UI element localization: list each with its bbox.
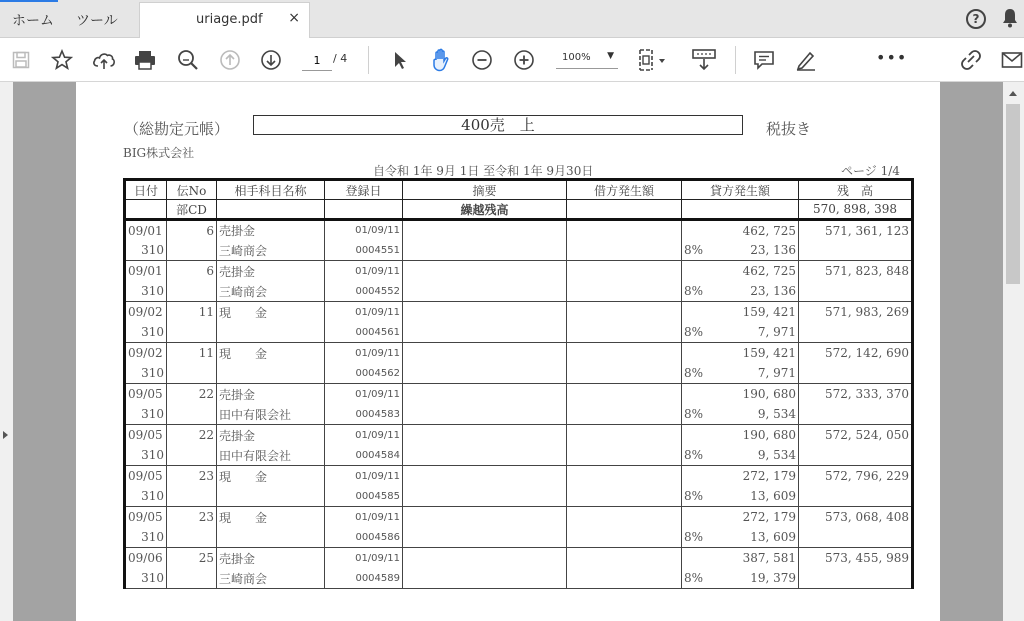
header-balance: 残 高 [799, 180, 913, 200]
entry-debit [567, 486, 682, 507]
table-row [125, 507, 913, 528]
hand-icon[interactable] [428, 47, 454, 73]
entry-credit: 190, 680 [682, 425, 799, 446]
entry-account: 売掛金 [217, 425, 325, 446]
account-title: 400売 上 [253, 115, 743, 135]
ledger-title: （総勘定元帳） [124, 120, 230, 138]
tab-document-label: uriage.pdf [196, 12, 263, 27]
entry-reg-date: 01/09/11 [325, 220, 403, 241]
entry-date: 09/05 [125, 466, 167, 487]
entry-reg-date: 01/09/11 [325, 548, 403, 569]
table-row [125, 568, 913, 589]
table-row [125, 548, 913, 569]
entry-balance: 571, 983, 269 [799, 302, 913, 323]
zoom-search-icon[interactable] [175, 47, 201, 73]
print-icon[interactable] [132, 47, 158, 73]
entry-debit [567, 568, 682, 589]
entry-partner [217, 322, 325, 343]
entry-balance-blank [799, 527, 913, 548]
entry-summary [403, 404, 567, 425]
entry-summary [403, 302, 567, 323]
entry-tax-rate: 8% [684, 243, 704, 257]
entry-balance-blank [799, 445, 913, 466]
entry-account: 売掛金 [217, 220, 325, 241]
header-reg-date: 登録日 [325, 180, 403, 200]
table-row [125, 466, 913, 487]
entry-tax-rate: 8% [684, 448, 704, 462]
carry-forward-row [125, 200, 913, 220]
entry-account: 売掛金 [217, 261, 325, 282]
entry-reg-date: 01/09/11 [325, 343, 403, 364]
entry-date: 09/02 [125, 302, 167, 323]
entry-dept: 310 [125, 486, 167, 507]
table-row [125, 445, 913, 466]
entry-account: 現 金 [217, 466, 325, 487]
table-row [125, 240, 913, 261]
entry-tax-cell [682, 568, 799, 589]
entry-slip-no: 11 [167, 302, 217, 323]
fit-page-icon[interactable] [636, 47, 670, 73]
entry-reg-no: 0004561 [325, 322, 403, 343]
header-counter-account: 相手科目名称 [217, 180, 325, 200]
entry-date: 09/01 [125, 220, 167, 241]
entry-slip-no: 22 [167, 425, 217, 446]
save-icon[interactable] [8, 47, 34, 73]
entry-debit [567, 548, 682, 569]
table-row [125, 404, 913, 425]
table-row [125, 261, 913, 282]
help-icon[interactable]: ? [966, 9, 986, 29]
entry-debit [567, 281, 682, 302]
sign-pen-icon[interactable] [793, 47, 819, 73]
entry-slip-no: 25 [167, 548, 217, 569]
entry-dept: 310 [125, 568, 167, 589]
page-number-input[interactable] [302, 50, 332, 71]
close-icon[interactable]: × [288, 10, 300, 26]
table-row [125, 425, 913, 446]
entry-blank [167, 363, 217, 384]
entry-tax-cell [682, 404, 799, 425]
entry-tax-rate: 8% [684, 366, 704, 380]
entry-tax-cell [682, 486, 799, 507]
entry-dept: 310 [125, 281, 167, 302]
entry-credit: 272, 179 [682, 507, 799, 528]
header-date: 日付 [125, 180, 167, 200]
more-options-icon[interactable]: ••• [876, 48, 908, 67]
entry-reg-date: 01/09/11 [325, 466, 403, 487]
toolbar-divider [368, 46, 369, 74]
entry-debit [567, 220, 682, 241]
entry-summary [403, 363, 567, 384]
entry-partner [217, 486, 325, 507]
entry-reg-date: 01/09/11 [325, 425, 403, 446]
entry-balance: 572, 142, 690 [799, 343, 913, 364]
pdf-page [76, 82, 940, 621]
entry-dept: 310 [125, 404, 167, 425]
page-total: / 4 [333, 52, 348, 65]
entry-credit: 462, 725 [682, 220, 799, 241]
toolbar-divider [735, 46, 736, 74]
carry-forward-label: 繰越残高 [403, 200, 567, 220]
header-dept: 部CD [167, 200, 217, 220]
entry-reg-date: 01/09/11 [325, 507, 403, 528]
entry-reg-no: 0004589 [325, 568, 403, 589]
tab-document[interactable] [139, 2, 310, 38]
entry-dept: 310 [125, 240, 167, 261]
entry-balance: 572, 524, 050 [799, 425, 913, 446]
chevron-down-icon: ▼ [607, 51, 614, 61]
entry-slip-no: 6 [167, 220, 217, 241]
entry-tax-rate: 8% [684, 407, 704, 421]
header-summary: 摘要 [403, 180, 567, 200]
header-credit: 貸方発生額 [682, 180, 799, 200]
entry-slip-no: 23 [167, 466, 217, 487]
entry-debit [567, 240, 682, 261]
entry-debit [567, 507, 682, 528]
entry-account: 現 金 [217, 343, 325, 364]
entry-tax-cell [682, 240, 799, 261]
entry-partner: 三崎商会 [217, 240, 325, 261]
entry-reg-date: 01/09/11 [325, 261, 403, 282]
entry-debit [567, 425, 682, 446]
entry-reg-no: 0004583 [325, 404, 403, 425]
entry-tax-rate: 8% [684, 325, 704, 339]
entry-blank [167, 486, 217, 507]
entry-tax-amount: 23, 136 [750, 243, 796, 257]
entry-summary [403, 527, 567, 548]
entry-summary [403, 384, 567, 405]
entry-blank [167, 281, 217, 302]
entry-debit [567, 527, 682, 548]
entry-balance: 572, 796, 229 [799, 466, 913, 487]
table-row [125, 343, 913, 364]
entry-date: 09/05 [125, 507, 167, 528]
entry-account: 売掛金 [217, 548, 325, 569]
entry-reg-no: 0004585 [325, 486, 403, 507]
entry-credit: 272, 179 [682, 466, 799, 487]
scrollbar-thumb[interactable] [1006, 104, 1020, 284]
entry-date: 09/05 [125, 425, 167, 446]
bell-icon[interactable] [1002, 8, 1018, 32]
table-row [125, 220, 913, 241]
entry-tax-amount: 13, 609 [750, 489, 796, 503]
zoom-out-icon[interactable] [469, 47, 495, 73]
entry-debit [567, 261, 682, 282]
entry-partner [217, 363, 325, 384]
entry-summary [403, 261, 567, 282]
table-row [125, 281, 913, 302]
entry-tax-rate: 8% [684, 489, 704, 503]
entry-summary [403, 240, 567, 261]
entry-tax-amount: 9, 534 [757, 448, 796, 462]
tab-home[interactable]: ホーム [12, 13, 54, 29]
entry-date: 09/06 [125, 548, 167, 569]
entry-reg-no: 0004551 [325, 240, 403, 261]
upload-cloud-icon[interactable] [91, 47, 117, 73]
comment-icon[interactable] [751, 47, 777, 73]
entry-tax-amount: 19, 379 [750, 571, 796, 585]
document-viewport[interactable] [0, 82, 1024, 621]
entry-debit [567, 363, 682, 384]
table-row [125, 322, 913, 343]
entry-dept: 310 [125, 445, 167, 466]
entry-blank [167, 445, 217, 466]
entry-partner: 三崎商会 [217, 281, 325, 302]
entry-slip-no: 6 [167, 261, 217, 282]
entry-balance-blank [799, 240, 913, 261]
entry-summary [403, 507, 567, 528]
entry-summary [403, 322, 567, 343]
entry-blank [167, 568, 217, 589]
entry-debit [567, 322, 682, 343]
entry-summary [403, 466, 567, 487]
zoom-value: 100% [562, 52, 591, 63]
entry-partner: 三崎商会 [217, 568, 325, 589]
entry-account: 現 金 [217, 507, 325, 528]
entry-credit: 159, 421 [682, 343, 799, 364]
entry-debit [567, 404, 682, 425]
entry-tax-cell [682, 363, 799, 384]
tab-bar [0, 0, 1024, 38]
entry-dept: 310 [125, 363, 167, 384]
entry-reg-date: 01/09/11 [325, 384, 403, 405]
table-row [125, 363, 913, 384]
entry-summary [403, 486, 567, 507]
tab-tools[interactable]: ツール [76, 13, 118, 29]
entry-balance: 573, 455, 989 [799, 548, 913, 569]
entry-reg-no: 0004584 [325, 445, 403, 466]
ledger-table [123, 178, 914, 589]
entry-slip-no: 22 [167, 384, 217, 405]
entry-tax-cell [682, 445, 799, 466]
entry-dept: 310 [125, 322, 167, 343]
entry-tax-rate: 8% [684, 530, 704, 544]
entry-summary [403, 445, 567, 466]
page-label: ページ 1/4 [841, 164, 900, 178]
entry-summary [403, 281, 567, 302]
period: 自令和 1年 9月 1日 至令和 1年 9月30日 [373, 164, 594, 178]
table-header-row [125, 180, 913, 200]
entry-blank [167, 527, 217, 548]
entry-partner [217, 527, 325, 548]
entry-summary [403, 220, 567, 241]
entry-debit [567, 302, 682, 323]
scroll-mode-icon[interactable] [690, 47, 718, 73]
select-cursor-icon[interactable] [387, 47, 413, 73]
entry-summary [403, 343, 567, 364]
entry-balance: 572, 333, 370 [799, 384, 913, 405]
header-debit: 借方発生額 [567, 180, 682, 200]
entry-credit: 159, 421 [682, 302, 799, 323]
entry-summary [403, 425, 567, 446]
entry-account: 売掛金 [217, 384, 325, 405]
entry-tax-cell [682, 322, 799, 343]
page-up-icon[interactable] [217, 47, 243, 73]
table-row [125, 527, 913, 548]
zoom-in-icon[interactable] [511, 47, 537, 73]
entry-summary [403, 568, 567, 589]
carry-forward-balance: 570, 898, 398 [799, 200, 913, 220]
entry-account: 現 金 [217, 302, 325, 323]
entry-balance-blank [799, 363, 913, 384]
entry-tax-rate: 8% [684, 571, 704, 585]
table-row [125, 302, 913, 323]
header-slip-no: 伝No [167, 180, 217, 200]
toolbar [0, 38, 1024, 82]
entry-partner: 田中有限会社 [217, 404, 325, 425]
entry-reg-no: 0004562 [325, 363, 403, 384]
accent-strip [0, 0, 58, 2]
entry-summary [403, 548, 567, 569]
entry-debit [567, 384, 682, 405]
entry-tax-amount: 13, 609 [750, 530, 796, 544]
entry-tax-amount: 9, 534 [757, 407, 796, 421]
entry-date: 09/01 [125, 261, 167, 282]
entry-balance-blank [799, 568, 913, 589]
entry-balance-blank [799, 404, 913, 425]
entry-balance: 571, 823, 848 [799, 261, 913, 282]
scroll-up-icon[interactable] [1009, 91, 1017, 96]
entry-balance-blank [799, 322, 913, 343]
entry-reg-no: 0004586 [325, 527, 403, 548]
entry-tax-rate: 8% [684, 284, 704, 298]
entry-tax-amount: 7, 971 [757, 325, 796, 339]
page-down-icon[interactable] [258, 47, 284, 73]
share-link-icon[interactable] [958, 47, 984, 73]
entry-partner: 田中有限会社 [217, 445, 325, 466]
entry-balance-blank [799, 281, 913, 302]
vertical-scrollbar[interactable] [1003, 82, 1024, 621]
entry-dept: 310 [125, 527, 167, 548]
entry-tax-amount: 7, 971 [757, 366, 796, 380]
ledger-body [125, 220, 913, 589]
zoom-select[interactable] [556, 50, 618, 69]
entry-reg-date: 01/09/11 [325, 302, 403, 323]
entry-reg-no: 0004552 [325, 281, 403, 302]
entry-slip-no: 11 [167, 343, 217, 364]
entry-blank [167, 322, 217, 343]
entry-credit: 462, 725 [682, 261, 799, 282]
table-row [125, 384, 913, 405]
table-row [125, 486, 913, 507]
entry-tax-cell [682, 281, 799, 302]
entry-balance: 573, 068, 408 [799, 507, 913, 528]
entry-tax-amount: 23, 136 [750, 284, 796, 298]
left-panel-toggle[interactable] [0, 82, 13, 621]
entry-blank [167, 404, 217, 425]
entry-slip-no: 23 [167, 507, 217, 528]
entry-balance-blank [799, 486, 913, 507]
tax-note: 税抜き [766, 120, 812, 138]
entry-blank [167, 240, 217, 261]
email-icon[interactable] [999, 47, 1024, 73]
company-name: BIG株式会社 [123, 146, 195, 160]
chevron-right-icon[interactable] [3, 431, 8, 439]
entry-tax-cell [682, 527, 799, 548]
entry-date: 09/02 [125, 343, 167, 364]
entry-date: 09/05 [125, 384, 167, 405]
entry-credit: 387, 581 [682, 548, 799, 569]
entry-debit [567, 466, 682, 487]
entry-debit [567, 343, 682, 364]
entry-credit: 190, 680 [682, 384, 799, 405]
entry-balance: 571, 361, 123 [799, 220, 913, 241]
bookmark-star-icon[interactable] [49, 47, 75, 73]
entry-debit [567, 445, 682, 466]
